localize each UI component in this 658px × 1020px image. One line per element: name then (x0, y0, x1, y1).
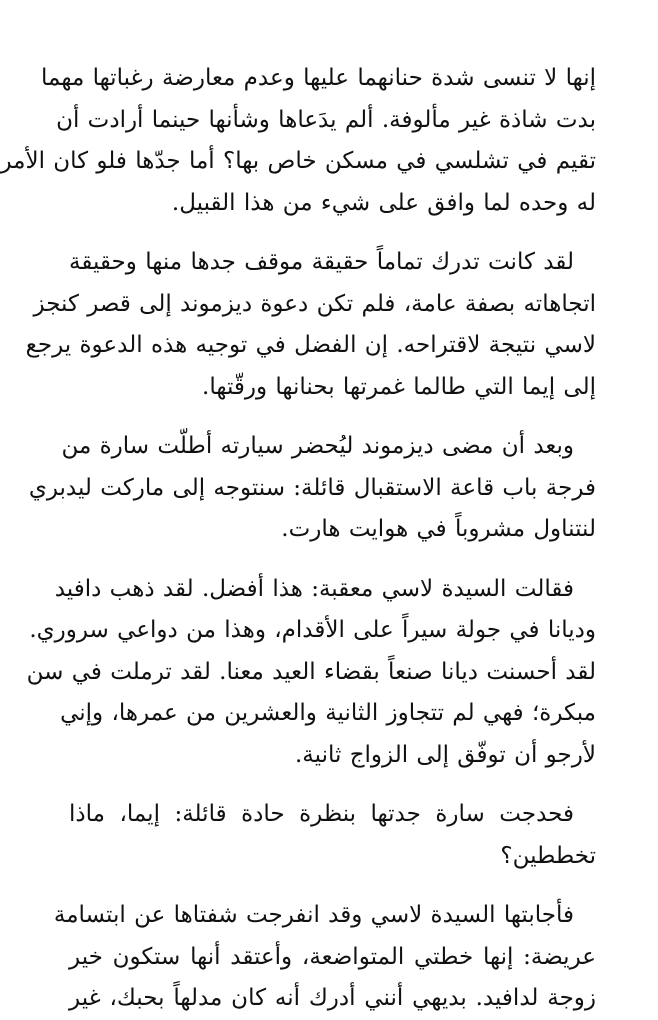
text-line: وبعد أن مضى ديزموند ليُحضر سيارته أطلّت سارة من (61, 433, 574, 459)
text-line: إنها لا تنسى شدة حنانهما عليها وعدم معارضة رغباتها مهما (41, 65, 596, 91)
paragraph-1 (0, 58, 596, 224)
text-line: اتجاهاته بصفة عامة، فلم تكن دعوة ديزموند إلى قصر كنجز (33, 290, 596, 317)
text-line: فأجابتها السيدة لاسي وقد انفرجت شفتاها عن ابتسامة (53, 902, 574, 928)
text-line: فقالت السيدة لاسي معقبة: هذا أفضل. لقد ذهب دافيد (54, 575, 574, 602)
paragraph-6 (53, 895, 596, 1020)
paragraph-3 (28, 426, 596, 551)
text-line: بدت شاذة غير مألوفة. ألم يدَعاها وشأنها حينما أرادت أن (56, 106, 596, 133)
text-line: وديانا في جولة سيراً على الأقدام، وهذا من دواعي سروري. (29, 617, 596, 643)
text-line: لقد كانت تدرك تماماً حقيقة موقف جدها منها وحقيقة (69, 249, 574, 275)
text-line: لاسي نتيجة لاقتراحه. إن الفضل في توجيه هذه الدعوة يرجع (25, 332, 596, 358)
paragraph-4 (26, 569, 596, 777)
text-line: له وحده لما وافق على شيء من هذا القبيل. (171, 189, 596, 216)
text-line: لأرجو أن توفّق إلى الزواج ثانية. (294, 741, 596, 768)
text-line: عريضة: إنها خطتي المتواضعة، وأعتقد أنها ستكون خير (69, 943, 596, 970)
text-line: فحدجت سارة جدتها بنظرة حادة قائلة: إيما، ماذا (69, 801, 574, 827)
text-line: تخططين؟ (500, 842, 596, 869)
paragraph-5 (69, 794, 596, 877)
text-line: لقد أحسنت ديانا صنعاً بقضاء العيد معنا. لقد ترملت في سن (26, 658, 596, 685)
text-line: فرجة باب قاعة الاستقبال قائلة: سنتوجه إلى ماركت ليدبري (28, 474, 596, 501)
paragraph-2 (25, 242, 596, 408)
text-line: تقيم في تشلسي في مسكن خاص بها؟ أما جدّها فلو كان الأمر (0, 148, 596, 174)
text-line: إلى إيما التي طالما غمرتها بحنانها ورقّتها. (202, 373, 596, 400)
text-line: لنتناول مشروباً في هوايت هارت. (281, 516, 596, 542)
text-line: زوجة لدافيد. بديهي أنني أدرك أنه كان مدلهاً بحبك، غير (69, 985, 596, 1011)
text-line: مبكرة؛ فهي لم تتجاوز الثانية والعشرين من عمرها، وإني (60, 700, 596, 726)
